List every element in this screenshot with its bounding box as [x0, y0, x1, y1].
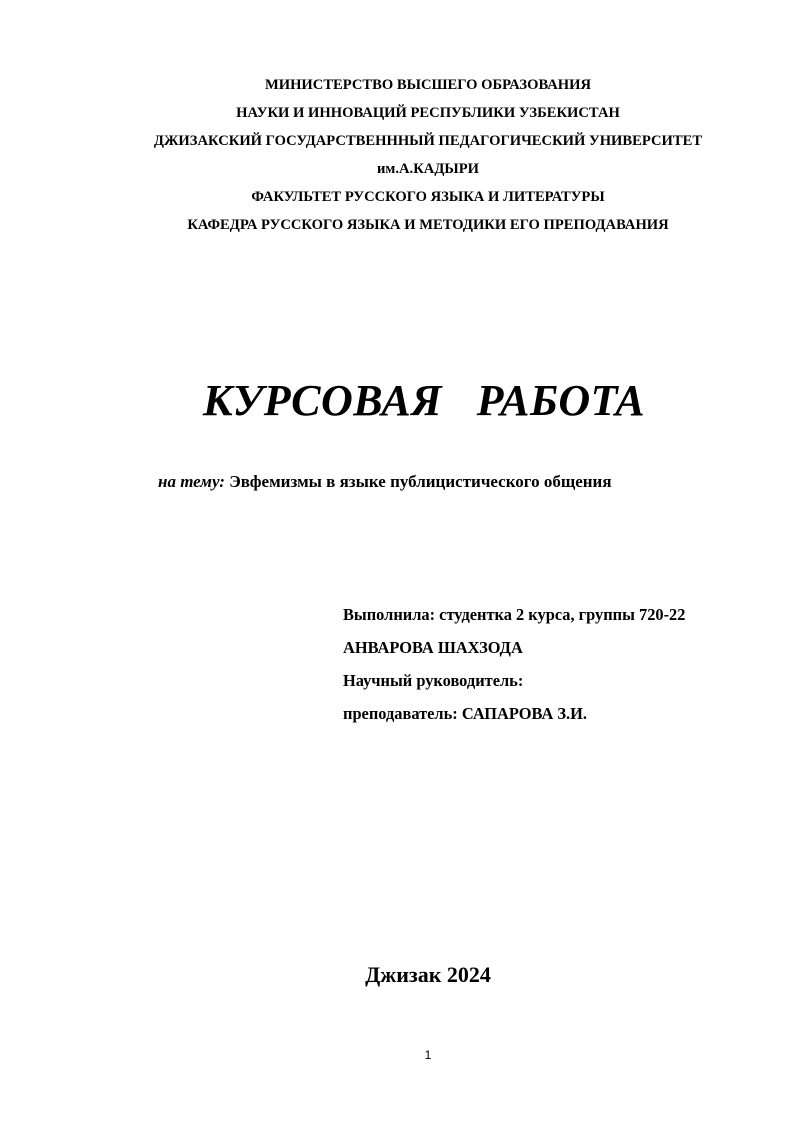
topic-text: Эвфемизмы в языке публицистического общения — [229, 472, 612, 491]
supervisor-name: преподаватель: САПАРОВА З.И. — [343, 704, 587, 723]
ministry-line-continued: НАУКИ И ИННОВАЦИЙ РЕСПУБЛИКИ УЗБЕКИСТАН — [236, 105, 620, 121]
department-line: КАФЕДРА РУССКОГО ЯЗЫКА И МЕТОДИКИ ЕГО ПРЕПОДАВАНИЯ — [187, 217, 669, 233]
supervisor-label: Научный руководитель: — [343, 671, 524, 690]
university-line: ДЖИЗАКСКИЙ ГОСУДАРСТВЕНННЫЙ ПЕДАГОГИЧЕСКИЙ УНИВЕРСИТЕТ — [153, 133, 703, 149]
document-title: КУРСОВАЯ РАБОТА — [202, 376, 646, 425]
performed-by-line: Выполнила: студентка 2 курса, группы 720-22 — [343, 605, 686, 624]
student-name: АНВАРОВА ШАХЗОДА — [343, 638, 523, 657]
ministry-line: МИНИСТЕРСТВО ВЫСШЕГО ОБРАЗОВАНИЯ — [264, 77, 592, 93]
city-year: Джизак 2024 — [365, 962, 491, 987]
topic-prefix: на тему: — [158, 472, 225, 491]
page-number: 1 — [424, 1048, 432, 1062]
faculty-line: ФАКУЛЬТЕТ РУССКОГО ЯЗЫКА И ЛИТЕРАТУРЫ — [251, 189, 605, 205]
university-name-line: им.А.КАДЫРИ — [377, 161, 479, 177]
topic-line — [158, 470, 612, 494]
